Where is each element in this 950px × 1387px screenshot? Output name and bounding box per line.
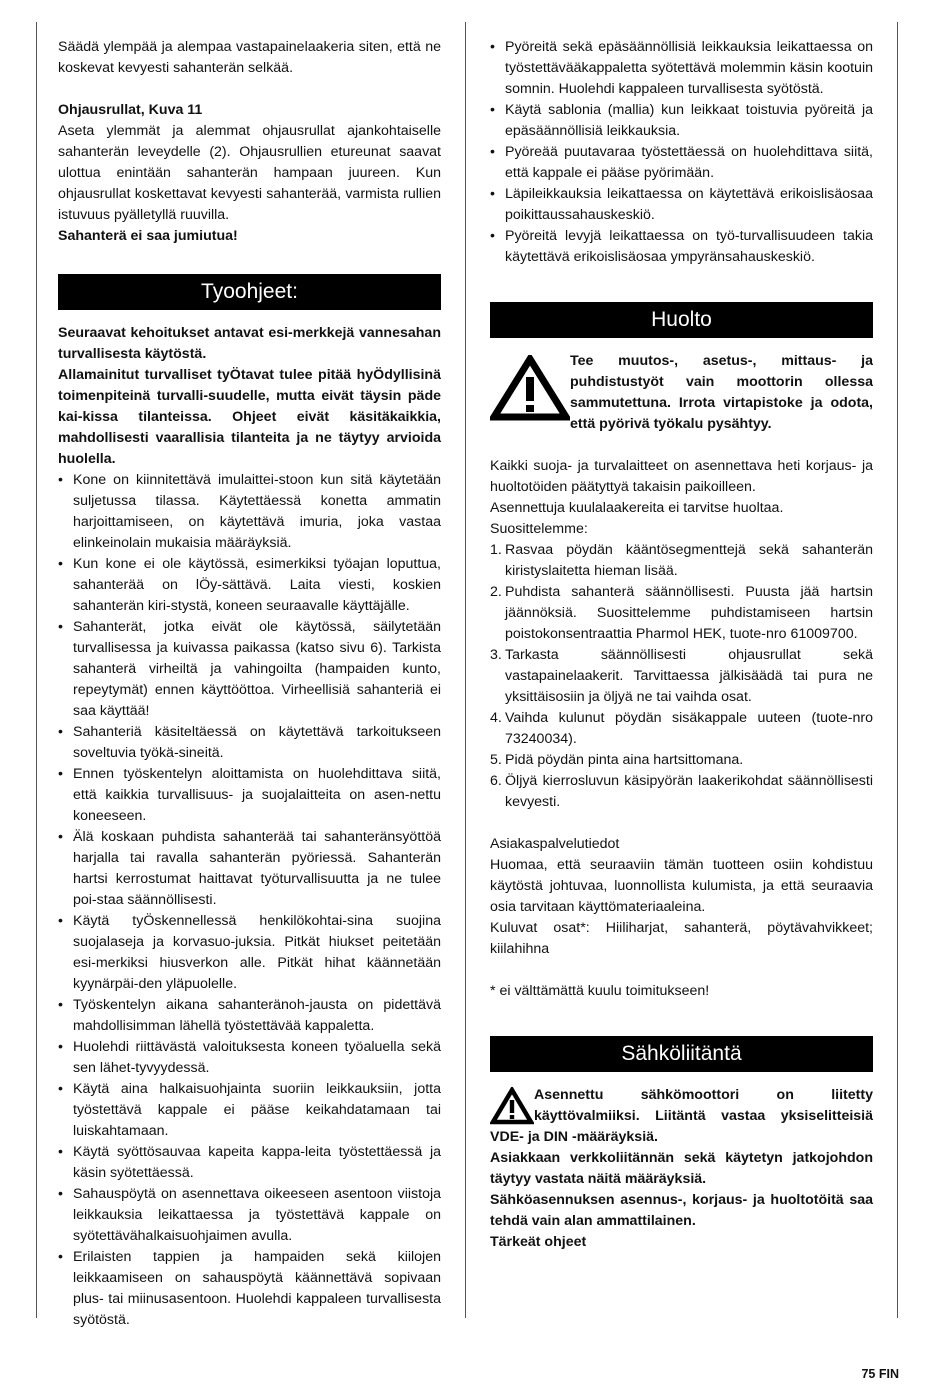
list-item-text: Pyöreää puutavaraa työstettäessä on huolehdittava siitä, että kappale ei pääse pyörimään. (505, 144, 873, 181)
right-margin-rule (897, 22, 898, 1318)
guide-rollers-heading: Ohjausrullat, Kuva 11 (58, 102, 203, 118)
step-number: 5. (490, 752, 502, 768)
list-item-text: Käytä sablonia (mallia) kun leikkaat toistuvia pyöreitä ja epäsäännöllisiä leikkauksia. (505, 102, 873, 139)
bullet-marker: • (58, 913, 63, 929)
maintenance-step (490, 708, 873, 750)
step-number: 3. (490, 647, 502, 663)
step-text: Öljyä kierrosluvun käsipyörän laakerikohdat säännöllisesti kevyesti. (505, 773, 873, 810)
list-item (58, 764, 441, 827)
list-item-text: Läpileikkauksia leikattaessa on käytettävä erikoislisäosaa poikittaussahauskeskiö. (505, 186, 873, 223)
list-item-text: Huolehdi riittävästä valoituksesta koneen työaluella sekä sen lähet-tyvyydessä. (73, 1039, 441, 1076)
list-item (58, 995, 441, 1037)
bullet-marker: • (58, 724, 63, 740)
center-rule (465, 22, 466, 1318)
list-item-text: Erilaisten tappien ja hampaiden sekä kiilojen leikkaamiseen on sahauspöytä käännettävä sopivaan plus- tai miinusasentoon. Huolehdi kappaleen turvallisesta syötöstä. (73, 1249, 441, 1328)
maintenance-step (490, 771, 873, 813)
list-item-text: Kone on kiinnitettävä imulaittei-stoon kun sitä käytetään suljetussa tilassa. Käytettäessä konetta ammatin harjoittamiseen, on käytettävä imuria, joka vastaa elinkeinolain mukaisia määräyksiä. (73, 472, 441, 551)
list-item-text: Ennen työskentelyn aloittamista on huolehdittava siitä, että kaikkia turvallisuus- ja suojalaitteita on asen-nettu koneeseen. (73, 766, 441, 824)
section-header-electrical: Sähköliitäntä (490, 1036, 873, 1072)
step-text: Pidä pöydän pinta aina hartsittomana. (505, 752, 744, 768)
maintenance-paragraph-3: Suosittelemme: (490, 521, 588, 537)
left-margin-rule (36, 22, 37, 1318)
maintenance-step (490, 750, 873, 771)
bullet-marker: • (490, 39, 495, 55)
warning-triangle-icon (490, 355, 570, 421)
wear-parts-text: Kuluvat osat*: Hiiliharjat, sahanterä, pöytävahvikkeet; kiilahihna (490, 920, 873, 957)
bullet-marker: • (58, 556, 63, 572)
maintenance-step (490, 582, 873, 645)
step-text: Vaihda kulunut pöydän sisäkappale uuteen (tuote-nro 73240034). (505, 710, 873, 747)
electrical-paragraph-1: Asiakkaan verkkoliitännän sekä käytetyn jatkojohdon täytyy vastata näitä määräyksiä. (490, 1150, 873, 1187)
list-item (58, 1037, 441, 1079)
list-item (490, 37, 873, 100)
list-item (58, 617, 441, 722)
list-item (58, 1142, 441, 1184)
maintenance-paragraph-2: Asennettuja kuulalaakereita ei tarvitse huoltaa. (490, 500, 784, 516)
bullet-marker: • (490, 144, 495, 160)
service-info-text: Huomaa, että seuraaviin tämän tuotteen osiin kohdistuu käytöstä johtuvaa, luonnollista kulumista, ja että seuraavia osia tarvitaan käyttömateriaaleina. (490, 857, 873, 915)
step-text: Puhdista sahanterä säännöllisesti. Puusta jää hartsin jäännöksiä. Suosittelemme puhdistamiseen hartsin poistokonsentraattia Pharmol HEK, tuote-nro 61009700. (505, 584, 873, 642)
right-column (490, 37, 873, 1253)
list-item (490, 226, 873, 268)
bullet-marker: • (490, 102, 495, 118)
list-item-text: Älä koskaan puhdista sahanterää tai sahanteränsyöttöä harjalla tai ravalla sahanterän pyöriessä. Sahanterän hartsi kerrostumat haittavat työturvallisuutta ja ne tulee poi-staa säännöllisesti. (73, 829, 441, 908)
list-item-text: Pyöreitä levyjä leikattaessa on työ-turvallisuudeen takia käytettävä erikoislisäosaa ympyränsahauskeskiö. (505, 228, 873, 265)
maintenance-paragraph-1: Kaikki suoja- ja turvalaitteet on asennettava heti korjaus- ja huoltotöiden päätyttyä takaisin paikoilleen. (490, 458, 873, 495)
maintenance-step (490, 540, 873, 582)
step-number: 6. (490, 773, 502, 789)
maintenance-step (490, 645, 873, 708)
electrical-warning-block (490, 1085, 873, 1148)
maintenance-warning-block (490, 351, 873, 435)
bullet-marker: • (58, 1144, 63, 1160)
bullet-marker: • (58, 829, 63, 845)
list-item-text: Käytä syöttösauvaa kapeita kappa-leita työstettäessä ja käsin syötettäessä. (73, 1144, 441, 1181)
bullet-marker: • (490, 186, 495, 202)
work-instructions-intro: Seuraavat kehoitukset antavat esi-merkkejä vannesahan turvallisesta käytöstä. (58, 325, 441, 362)
list-item-text: Käytä tyÖskennellessä henkilökohtai-sina suojina suojalaseja ja korvasuo-juksia. Pitkät hiukset peitetään esi-merkiksi hiusverkon alle. Pitkät hihat käännetään kyynärpäi-den yläpuolelle. (73, 913, 441, 992)
list-item (490, 100, 873, 142)
list-item-text: Työskentelyn aikana sahanteränoh-jausta on pidettävä mahdollisimman lähellä työstettävää kappaletta. (73, 997, 441, 1034)
bullet-marker: • (58, 619, 63, 635)
list-item (58, 827, 441, 911)
step-number: 2. (490, 584, 502, 600)
list-item-text: Käytä aina halkaisuohjainta suoriin leikkauksiin, jotta työstettävä kappale ei pääse keikahdatamaan tai luiskahtamaan. (73, 1081, 441, 1139)
step-number: 1. (490, 542, 502, 558)
list-item (58, 1079, 441, 1142)
list-item (58, 1184, 441, 1247)
list-item (58, 722, 441, 764)
electrical-paragraph-2: Sähköasennuksen asennus-, korjaus- ja huoltotöitä saa tehdä vain alan ammattilainen. (490, 1192, 873, 1229)
list-item-text: Sahanterät, jotka eivät ole käytössä, säilytetään turvallisessa ja kuivassa paikassa (katso sivu 6). Tarkista sahanterä virheiltä ja vahingoilta (hampaiden kunto, repeytymät) ennen käyttööttoa. Virheellisiä sahanteriä ei saa käyttää! (73, 619, 441, 719)
list-item (58, 1247, 441, 1331)
warning-triangle-icon (490, 1087, 534, 1125)
list-item (58, 470, 441, 554)
maintenance-steps-list (490, 540, 873, 813)
bullet-marker: • (58, 1081, 63, 1097)
bullet-marker: • (58, 1186, 63, 1202)
maintenance-warning-text: Tee muutos-, asetus-, mittaus- ja puhdistustyöt vain moottorin ollessa sammutettuna. Irrota virtapistoke ja odota, että pyörivä työkalu pysähtyy. (570, 353, 873, 432)
list-item (490, 142, 873, 184)
work-instructions-intro-2: Allamainitut turvalliset tyÖtavat tulee pitää hyÖdyllisinä toimenpiteinä turvalli-suudelle, mutta eivät täysin päde kai-kissa tilanteissa. Ohjeet eivät käsitäkaikkia, mahdollisesti vaarallisia tilanteita ja ne täytyy arvioida huolella. (58, 367, 441, 467)
bullet-marker: • (58, 1039, 63, 1055)
bullet-marker: • (58, 766, 63, 782)
bullet-marker: • (490, 228, 495, 244)
work-instructions-list (58, 470, 441, 1331)
list-item-text: Sahanteriä käsiteltäessä on käytettävä tarkoitukseen soveltuvia työkä-sineitä. (73, 724, 441, 761)
left-column (58, 37, 441, 1331)
electrical-warning-text: Asennettu sähkömoottori on liitetty käyttövalmiiksi. Liitäntä vastaa yksiselitteisiä VDE- ja DIN -määräyksiä. (490, 1087, 873, 1145)
step-number: 4. (490, 710, 502, 726)
list-item (490, 184, 873, 226)
list-item (58, 554, 441, 617)
intro-paragraph: Säädä ylempää ja alempaa vastapainelaakeria siten, että ne koskevat kevyesti sahanterän selkää. (58, 39, 441, 76)
section-header-maintenance: Huolto (490, 302, 873, 338)
footnote-text: * ei välttämättä kuulu toimitukseen! (490, 983, 710, 999)
bullet-marker: • (58, 1249, 63, 1265)
step-text: Tarkasta säännöllisesti ohjausrullat sekä vastapainelaakerit. Tarvittaessa jälkisäädä tai pura ne yksittäisosiin ja öljyä ne tai vaihda osat. (505, 647, 873, 705)
section-header-work-instructions: Tyoohjeet: (58, 274, 441, 310)
bullet-marker: • (58, 472, 63, 488)
service-info-heading: Asiakaspalvelutiedot (490, 836, 620, 852)
guide-rollers-text: Aseta ylemmät ja alemmat ohjausrullat ajankohtaiselle sahanterän leveydelle (2). Ohjausrullien etureunat saavat ulottua enintään sahanterän hampaan juureen. Kun ohjausrullat koskettavat kevyesti sahanterää, varmista rullien istuvuus pyälletyllä ruuvilla. (58, 123, 441, 223)
bullet-marker: • (58, 997, 63, 1013)
page-number: 75 FIN (861, 1367, 899, 1381)
cutting-instructions-list (490, 37, 873, 268)
list-item-text: Sahauspöytä on asennettava oikeeseen asentoon viistoja leikkauksia leikattaessa ja työstettävä kappale on syötettävähalkaisuohjaimen avulla. (73, 1186, 441, 1244)
list-item-text: Kun kone ei ole käytössä, esimerkiksi työajan loputtua, sahanterää on lÖy-sättävä. Laita viesti, koskien sahanterän kiri-stystä, koneen seuraavalle käyttäjälle. (73, 556, 441, 614)
list-item-text: Pyöreitä sekä epäsäännöllisiä leikkauksia leikattaessa on työstettävääkappaletta syötettävä molemmin käsin kootuin somnin. Huolehdi kappaleen turvallisesta syötöstä. (505, 39, 873, 97)
important-instructions-label: Tärkeät ohjeet (490, 1234, 587, 1250)
guide-rollers-warning: Sahanterä ei saa jumiutua! (58, 228, 238, 244)
step-text: Rasvaa pöydän kääntösegmenttejä sekä sahanterän kiristyslaitetta hieman lisää. (505, 542, 873, 579)
list-item (58, 911, 441, 995)
